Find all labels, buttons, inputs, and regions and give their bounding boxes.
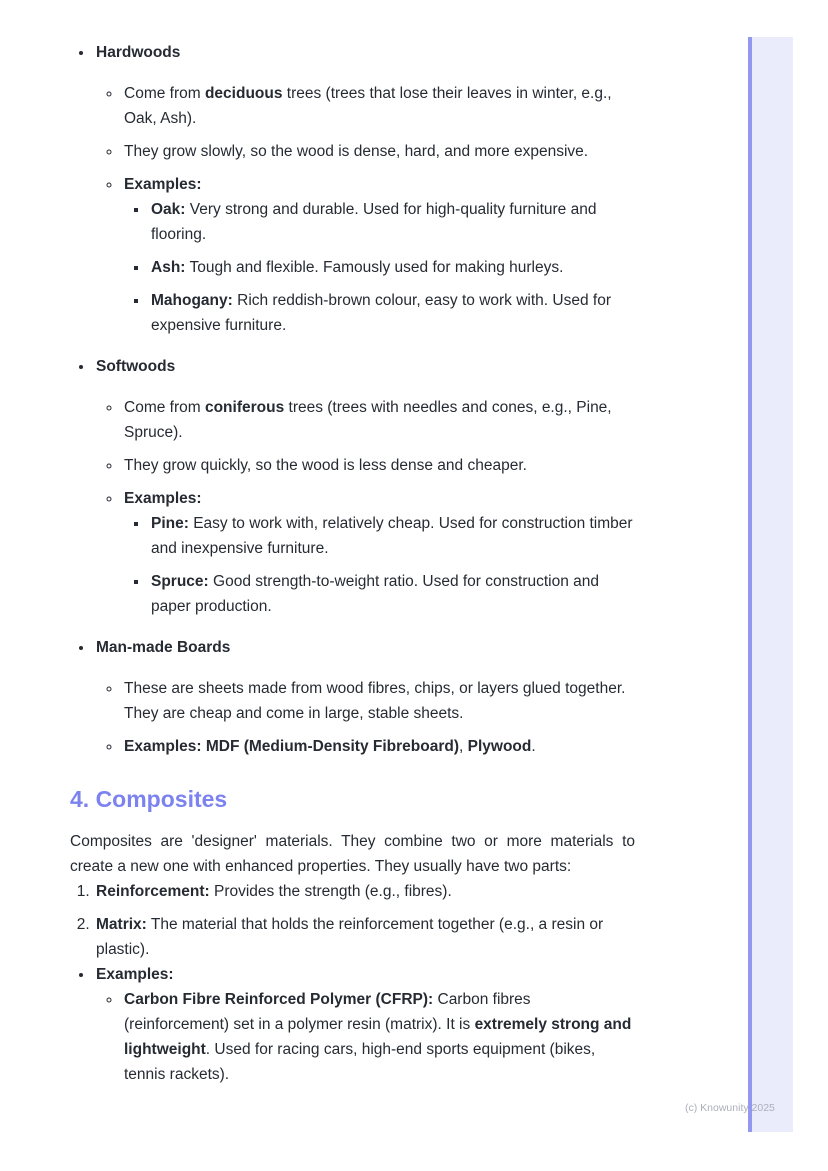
list-item bbox=[149, 288, 635, 338]
list-item bbox=[122, 139, 635, 164]
text-segment: Oak: bbox=[151, 201, 186, 218]
text-segment: Examples: MDF (Medium-Density Fibreboard) bbox=[124, 738, 460, 755]
bullet-list bbox=[124, 197, 635, 338]
text-segment: Matrix: bbox=[96, 916, 147, 933]
bullet-list bbox=[70, 40, 635, 759]
list-item bbox=[149, 197, 635, 247]
text-segment: Carbon Fibre Reinforced Polymer (CFRP): bbox=[124, 991, 434, 1008]
text-segment: Provides the strength (e.g., fibres). bbox=[209, 883, 452, 900]
list-item bbox=[94, 962, 635, 1087]
text-segment: . Used for racing cars, high-end sports equipment (bikes, tennis rackets). bbox=[124, 1041, 596, 1083]
text-segment: These are sheets made from wood fibres, chips, or layers glued together. They are cheap and come in large, stable sheets. bbox=[124, 680, 626, 722]
text-segment: Examples: bbox=[124, 490, 202, 507]
text-segment: Composites are 'designer' materials. They combine two or more materials to create a new one with enhanced properties. They usually have two parts: bbox=[70, 833, 635, 875]
text-segment: Mahogany: bbox=[151, 292, 233, 309]
bullet-list bbox=[124, 511, 635, 619]
text-segment: coniferous bbox=[204, 399, 285, 416]
text-segment: Examples: bbox=[124, 176, 202, 193]
list-item bbox=[94, 354, 635, 619]
bullet-list bbox=[96, 81, 635, 338]
document-content bbox=[70, 40, 635, 1087]
text-segment: Hardwoods bbox=[96, 44, 181, 61]
right-margin-strip bbox=[748, 37, 793, 1132]
list-item bbox=[122, 81, 635, 131]
text-segment: , bbox=[459, 738, 468, 755]
list-item bbox=[122, 734, 635, 759]
list-item bbox=[122, 676, 635, 726]
text-segment: Rich reddish-brown colour, easy to work with. Used for expensive furniture. bbox=[151, 292, 611, 334]
text-segment: Carbon fibres (reinforcement) set in a polymer resin (matrix). It is bbox=[124, 991, 531, 1033]
bullet-list bbox=[96, 676, 635, 759]
text-segment: Very strong and durable. Used for high-quality furniture and flooring. bbox=[151, 201, 597, 243]
text-segment: Man-made Boards bbox=[96, 639, 231, 656]
list-item bbox=[122, 486, 635, 619]
text-segment: Softwoods bbox=[96, 358, 176, 375]
text-segment: Good strength-to-weight ratio. Used for construction and paper production. bbox=[151, 573, 600, 615]
text-segment: trees (trees with needles and cones, e.g., Pine, Spruce). bbox=[124, 399, 612, 441]
text-segment: extremely strong and lightweight bbox=[124, 1016, 632, 1058]
numbered-list bbox=[70, 879, 635, 962]
text-segment: Easy to work with, relatively cheap. Used for construction timber and inexpensive furniture. bbox=[151, 515, 633, 557]
list-item bbox=[122, 395, 635, 445]
list-item bbox=[149, 569, 635, 619]
text-segment: deciduous bbox=[204, 85, 283, 102]
bullet-list bbox=[70, 962, 635, 1087]
list-item bbox=[94, 912, 635, 962]
bullet-list bbox=[96, 987, 635, 1087]
copyright-watermark: (c) Knowunity 2025 bbox=[685, 1102, 775, 1114]
text-segment: trees (trees that lose their leaves in winter, e.g., Oak, Ash). bbox=[124, 85, 612, 127]
text-segment: Plywood bbox=[467, 738, 532, 755]
list-item bbox=[149, 511, 635, 561]
paragraph bbox=[70, 829, 635, 879]
list-item bbox=[122, 453, 635, 478]
bullet-list bbox=[96, 395, 635, 619]
section-heading: 4. Composites bbox=[70, 786, 228, 812]
list-item bbox=[122, 172, 635, 338]
text-segment: Come from bbox=[124, 85, 205, 102]
text-segment: Come from bbox=[124, 399, 205, 416]
list-item bbox=[94, 879, 635, 904]
text-segment: Examples: bbox=[96, 966, 174, 983]
text-segment: . bbox=[531, 738, 536, 755]
list-item bbox=[94, 635, 635, 759]
text-segment: Pine: bbox=[151, 515, 189, 532]
list-item bbox=[94, 40, 635, 338]
list-item bbox=[122, 987, 635, 1087]
text-segment: Spruce: bbox=[151, 573, 209, 590]
text-segment: The material that holds the reinforcement together (e.g., a resin or plastic). bbox=[96, 916, 604, 958]
text-segment: Reinforcement: bbox=[96, 883, 210, 900]
text-segment: Ash: bbox=[151, 259, 186, 276]
text-segment: They grow slowly, so the wood is dense, hard, and more expensive. bbox=[124, 143, 589, 160]
text-segment: They grow quickly, so the wood is less dense and cheaper. bbox=[124, 457, 527, 474]
text-segment: Tough and flexible. Famously used for making hurleys. bbox=[185, 259, 564, 276]
list-item bbox=[149, 255, 635, 280]
